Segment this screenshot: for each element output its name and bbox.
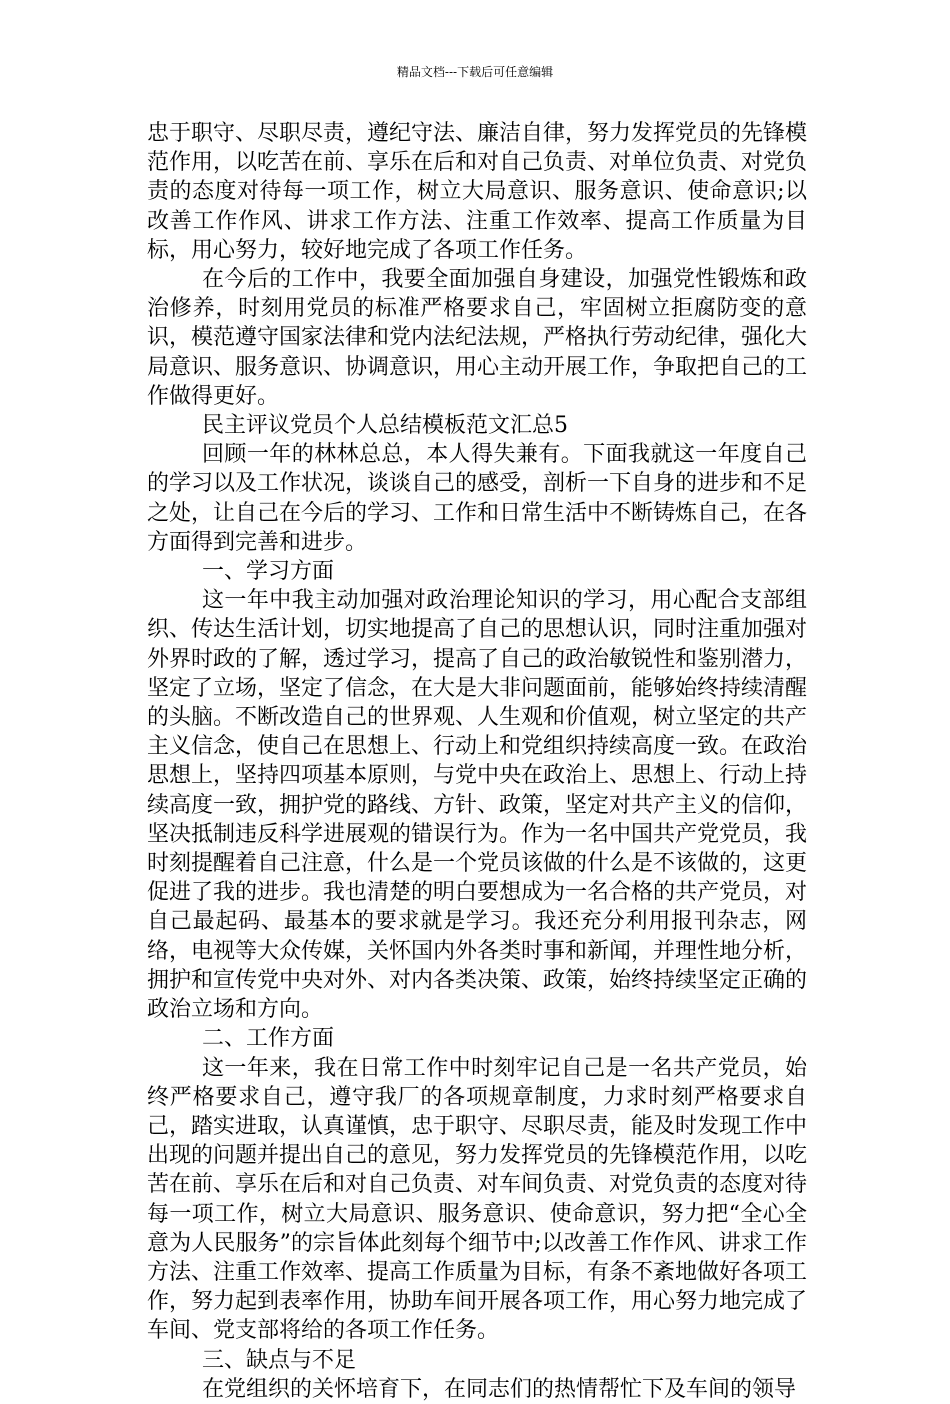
paragraph: 这一年来，我在日常工作中时刻牢记自己是一名共产党员，始终严格要求自己，遵守我厂的各项规章制度，力求时刻严格要求自己，踏实进取，认真谨慎，忠于职守、尽职尽责，能及时发现工作中出现的问题并提出自己的意见，努力发挥党员的先锋模范作用，以吃苦在前、享乐在后和对自己负责、对车间负责、对党负责的态度对待每一项工作，树立大局意识、服务意识、使命意识，努力把“全心全意为人民服务”的宗旨体此刻每个细节中;以改善工作作风、讲求工作方法、注重工作效率、提高工作质量为目标，有条不紊地做好各项工作，努力起到表率作用，协助车间开展各项工作，用心努力地完成了车间、党支部将给的各项工作任务。: [147, 1055, 808, 1344]
page-header: 精品文档---下载后可任意编辑: [396, 65, 554, 79]
paragraph: 在党组织的关怀培育下，在同志们的热情帮忙下及车间的领导: [202, 1376, 797, 1402]
section-heading: 二、工作方面: [202, 1026, 335, 1052]
paragraph: 忠于职守、尽职尽责，遵纪守法、廉洁自律，努力发挥党员的先锋模范作用，以吃苦在前、享乐在后和对自己负责、对单位负责、对党负责的态度对待每一项工作，树立大局意识、服务意识、使命意识;以改善工作作风、讲求工作方法、注重工作效率、提高工作质量为目标，用心努力，较好地完成了各项工作任务。: [147, 121, 808, 263]
section-title: 民主评议党员个人总结模板范文汇总5: [202, 413, 568, 439]
paragraph: 在今后的工作中，我要全面加强自身建设，加强党性锻炼和政治修养，时刻用党员的标准严格要求自己，牢固树立拒腐防变的意识，模范遵守国家法律和党内法纪法规，严格执行劳动纪律，强化大局意识、服务意识、协调意识，用心主动开展工作，争取把自己的工作做得更好。: [147, 267, 808, 409]
section-heading: 三、缺点与不足: [202, 1347, 357, 1373]
section-heading: 一、学习方面: [202, 559, 335, 585]
paragraph: 这一年中我主动加强对政治理论知识的学习，用心配合支部组织、传达生活计划，切实地提高了自己的思想认识，同时注重加强对外界时政的了解，透过学习，提高了自己的政治敏锐性和鉴别潜力，坚定了立场，坚定了信念，在大是大非问题面前，能够始终持续清醒的头脑。不断改造自己的世界观、人生观和价值观，树立坚定的共产主义信念，使自己在思想上、行动上和党组织持续高度一致。在政治思想上，坚持四项基本原则，与党中央在政治上、思想上、行动上持续高度一致，拥护党的路线、方针、政策，坚定对共产主义的信仰，坚决抵制违反科学进展观的错误行为。作为一名中国共产党党员，我时刻提醒着自己注意，什么是一个党员该做的什么是不该做的，这更促进了我的进步。我也清楚的明白要想成为一名合格的共产党员，对自己最起码、最基本的要求就是学习。我还充分利用报刊杂志，网络，电视等大众传媒，关怀国内外各类时事和新闻，并理性地分析，拥护和宣传党中央对外、对内各类决策、政策，始终持续坚定正确的政治立场和方向。: [147, 588, 808, 1023]
document-body: [147, 119, 807, 1404]
paragraph: 回顾一年的林林总总，本人得失兼有。下面我就这一年度自己的学习以及工作状况，谈谈自己的感受，剖析一下自身的进步和不足之处，让自己在今后的学习、工作和日常生活中不断铸炼自己，在各方面得到完善和进步。: [147, 442, 808, 555]
